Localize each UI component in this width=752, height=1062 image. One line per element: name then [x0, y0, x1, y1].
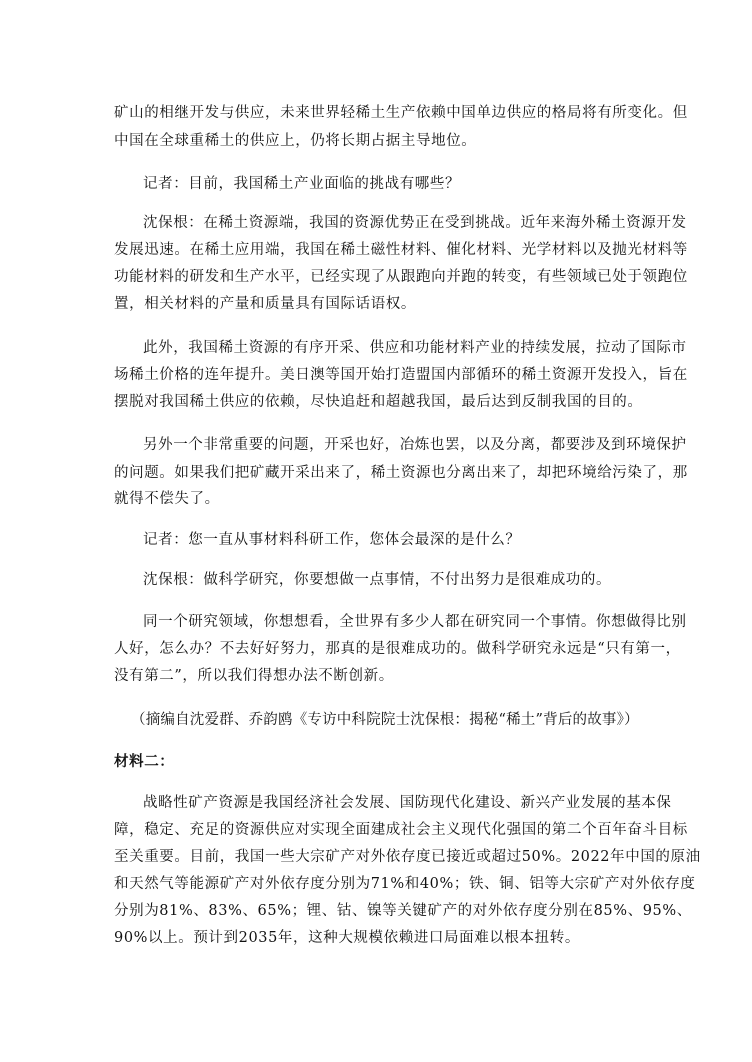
text-line: 沈保根：在稀土资源端，我国的资源优势正在受到挑战。近年来海外稀土资源开发 [143, 215, 687, 231]
text-line: 的问题。如果我们把矿藏开采出来了，稀土资源也分离出来了，却把环境给污染了，那 [114, 465, 688, 481]
text-line: 至关重要。目前，我国一些大宗矿产对外依存度已接近或超过50%。2022年中国的原油 [114, 849, 701, 865]
text-line: 分别为81%、83%、65%；锂、钴、镍等关键矿产的对外依存度分别在85%、95%、 [114, 903, 692, 919]
text-line: 沈保根：做科学研究，你要想做一点事情，不付出努力是很难成功的。 [143, 572, 612, 588]
text-line: 功能材料的研发和生产水平，已经实现了从跟跑向并跑的转变，有些领域已处于领跑位 [114, 269, 688, 285]
text-line: 和天然气等能源矿产对外依存度分别为71%和40%；铁、铜、铝等大宗矿产对外依存度 [114, 876, 696, 892]
text-line: 中国在全球重稀土的供应上，仍将长期占据主导地位。 [114, 133, 477, 149]
text-line: 没有第二”，所以我们得想办法不断创新。 [114, 668, 394, 684]
text-line: 90%以上。预计到2035年，这种大规模依赖进口局面难以根本扭转。 [114, 930, 580, 946]
text-line: 就得不偿失了。 [114, 491, 220, 507]
text-line: 矿山的相继开发与供应，未来世界轻稀土生产依赖中国单边供应的格局将有所变化。但 [114, 105, 688, 121]
text-line: 同一个研究领域，你想想看，全世界有多少人都在研究同一个事情。你想做得比别 [143, 614, 687, 630]
text-line: 此外，我国稀土资源的有序开采、供应和功能材料产业的持续发展，拉动了国际市 [143, 340, 687, 356]
text-line: 置，相关材料的产量和质量具有国际话语权。 [114, 296, 416, 312]
text-line: 战略性矿产资源是我国经济社会发展、国防现代化建设、新兴产业发展的基本保 [143, 795, 672, 811]
text-line: 场稀土价格的连年提升。美日澳等国开始打造盟国内部循环的稀土资源开发投入，旨在 [114, 367, 688, 383]
text-line: 另外一个非常重要的问题，开采也好，冶炼也罢，以及分离，都要涉及到环境保护 [143, 437, 687, 453]
text-line: 发展迅速。在稀土应用端，我国在稀土磁性材料、催化材料、光学材料以及抛光材料等 [114, 242, 688, 258]
text-line: 障，稳定、充足的资源供应对实现全面建成社会主义现代化强国的第二个百年奋斗目标 [114, 822, 688, 838]
text-line: 记者：目前，我国稀土产业面临的挑战有哪些？ [143, 176, 461, 192]
citation-text: （摘编自沈爱群、乔韵鸥《专访中科院院士沈保根：揭秘“稀土”背后的故事》） [131, 712, 639, 728]
material-two-heading: 材料二： [114, 753, 175, 770]
text-line: 摆脱对我国稀土供应的依赖，尽快追赶和超越我国，最后达到反制我国的目的。 [114, 394, 643, 410]
text-line: 人好，怎么办？不去好好努力，那真的是很难成功的。做科学研究永远是“只有第一， [114, 641, 681, 657]
text-line: 记者：您一直从事材料科研工作，您体会最深的是什么？ [143, 532, 521, 548]
